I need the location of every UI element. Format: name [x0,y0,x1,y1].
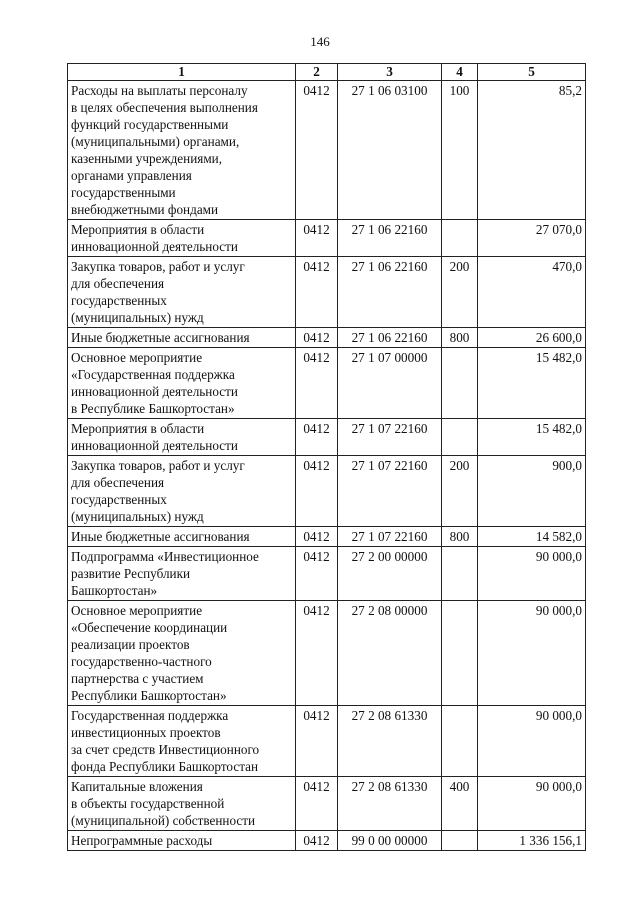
section-code-cell: 0412 [296,601,338,706]
amount-cell: 900,0 [478,456,586,527]
expense-type-code-cell [442,348,478,419]
section-code-cell: 0412 [296,547,338,601]
expense-type-code-cell: 800 [442,527,478,547]
target-article-code-cell: 27 1 06 03100 [338,81,442,220]
section-code-cell: 0412 [296,419,338,456]
table-body [68,81,586,851]
header-col-5: 5 [478,64,586,81]
section-code-cell: 0412 [296,348,338,419]
amount-cell: 90 000,0 [478,706,586,777]
expense-type-code-cell [442,220,478,257]
amount-cell: 27 070,0 [478,220,586,257]
target-article-code-cell: 27 2 08 61330 [338,706,442,777]
item-name-cell: Мероприятия в области инновационной деятельности [68,220,296,257]
amount-cell: 90 000,0 [478,547,586,601]
target-article-code-cell: 27 2 08 00000 [338,601,442,706]
target-article-code-cell: 27 1 07 22160 [338,456,442,527]
amount-cell: 15 482,0 [478,348,586,419]
amount-cell: 90 000,0 [478,601,586,706]
section-code-cell: 0412 [296,220,338,257]
table-row [68,328,586,348]
section-code-cell: 0412 [296,328,338,348]
item-name-cell: Закупка товаров, работ и услуг для обеспечения государственных (муниципальных) нужд [68,456,296,527]
expense-type-code-cell: 100 [442,81,478,220]
header-col-4: 4 [442,64,478,81]
item-name-cell: Государственная поддержка инвестиционных проектов за счет средств Инвестиционного фонда Республики Башкортостан [68,706,296,777]
table-row [68,706,586,777]
section-code-cell: 0412 [296,777,338,831]
table-row [68,257,586,328]
budget-table [67,63,586,851]
expense-type-code-cell [442,419,478,456]
table-header [68,64,586,81]
table-row [68,831,586,851]
expense-type-code-cell: 800 [442,328,478,348]
expense-type-code-cell: 200 [442,257,478,328]
expense-type-code-cell [442,706,478,777]
amount-cell: 14 582,0 [478,527,586,547]
expense-type-code-cell: 400 [442,777,478,831]
section-code-cell: 0412 [296,81,338,220]
section-code-cell: 0412 [296,706,338,777]
header-col-3: 3 [338,64,442,81]
target-article-code-cell: 27 2 08 61330 [338,777,442,831]
target-article-code-cell: 27 1 06 22160 [338,220,442,257]
table-row [68,81,586,220]
header-col-1: 1 [68,64,296,81]
target-article-code-cell: 27 1 07 00000 [338,348,442,419]
item-name-cell: Иные бюджетные ассигнования [68,527,296,547]
section-code-cell: 0412 [296,456,338,527]
item-name-cell: Капитальные вложения в объекты государственной (муниципальной) собственности [68,777,296,831]
target-article-code-cell: 27 1 07 22160 [338,419,442,456]
amount-cell: 90 000,0 [478,777,586,831]
table-row [68,547,586,601]
amount-cell: 26 600,0 [478,328,586,348]
amount-cell: 1 336 156,1 [478,831,586,851]
amount-cell: 15 482,0 [478,419,586,456]
header-row [68,64,586,81]
target-article-code-cell: 27 1 06 22160 [338,328,442,348]
table-row [68,419,586,456]
target-article-code-cell: 27 2 00 00000 [338,547,442,601]
target-article-code-cell: 27 1 06 22160 [338,257,442,328]
amount-cell: 470,0 [478,257,586,328]
item-name-cell: Подпрограмма «Инвестиционное развитие Республики Башкортостан» [68,547,296,601]
table-row [68,527,586,547]
section-code-cell: 0412 [296,257,338,328]
table-row [68,777,586,831]
page-number: 146 [310,34,330,49]
table-row [68,601,586,706]
item-name-cell: Основное мероприятие «Обеспечение координации реализации проектов государственно-частного партнерства с участием Республики Башкортостан» [68,601,296,706]
table-row [68,220,586,257]
table-row [68,456,586,527]
expense-type-code-cell [442,601,478,706]
target-article-code-cell: 99 0 00 00000 [338,831,442,851]
amount-cell: 85,2 [478,81,586,220]
header-col-2: 2 [296,64,338,81]
expense-type-code-cell [442,547,478,601]
item-name-cell: Непрограммные расходы [68,831,296,851]
expense-type-code-cell [442,831,478,851]
table-row [68,348,586,419]
section-code-cell: 0412 [296,527,338,547]
item-name-cell: Мероприятия в области инновационной деятельности [68,419,296,456]
expense-type-code-cell: 200 [442,456,478,527]
item-name-cell: Иные бюджетные ассигнования [68,328,296,348]
section-code-cell: 0412 [296,831,338,851]
target-article-code-cell: 27 1 07 22160 [338,527,442,547]
item-name-cell: Основное мероприятие «Государственная поддержка инновационной деятельности в Республике Башкортостан» [68,348,296,419]
item-name-cell: Закупка товаров, работ и услуг для обеспечения государственных (муниципальных) нужд [68,257,296,328]
item-name-cell: Расходы на выплаты персоналу в целях обеспечения выполнения функций государственными (муниципальными) органами, казенными учреждениями, органами управления государственными внебюджетными фондами [68,81,296,220]
